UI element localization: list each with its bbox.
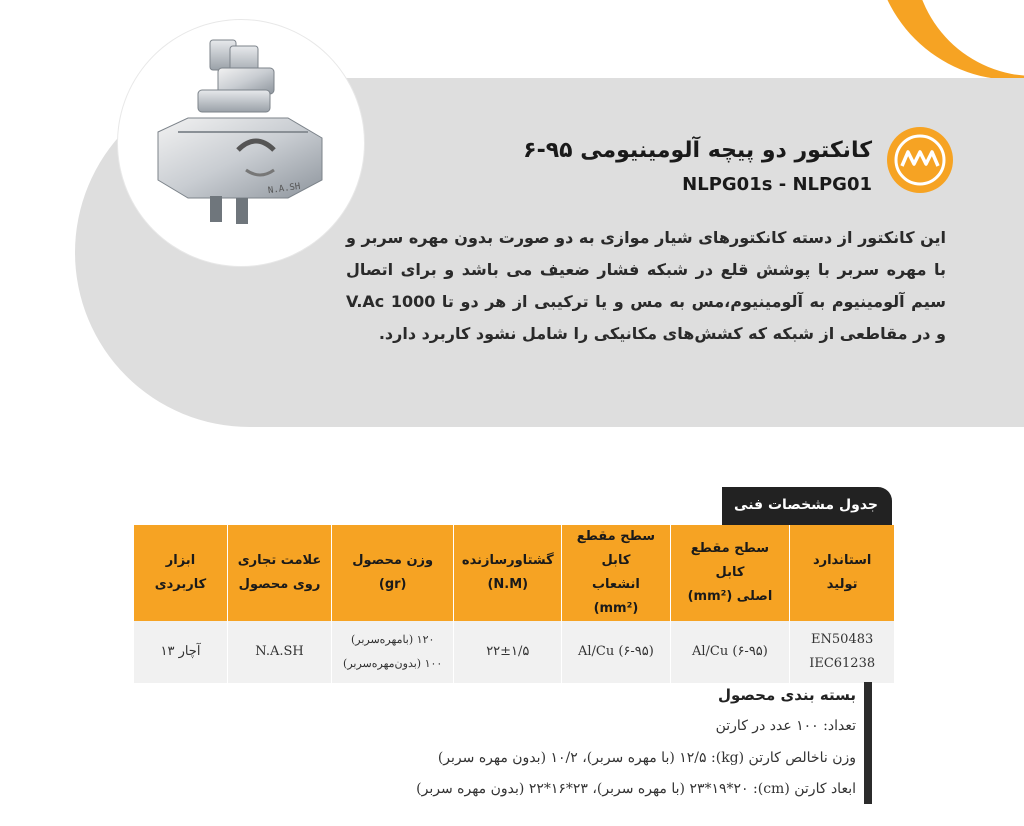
header-standard: استاندارد تولید [790, 525, 894, 621]
packaging-title: بسته بندی محصول [717, 686, 856, 704]
specs-header-row [134, 525, 895, 621]
packaging-count: تعداد: ۱۰۰ عدد در کارتن [715, 718, 856, 734]
cell-trademark: N.A.SH [227, 621, 331, 683]
cell-torque: ۲۲±۱/۵ [454, 621, 562, 683]
cell-tool: آچار ۱۳ [134, 621, 228, 683]
cell-branch-cable: Al/Cu (۶-۹۵) [562, 621, 670, 683]
header-main-cable: سطح مقطع کابل اصلی (mm²) [670, 525, 790, 621]
header-weight: وزن محصول (gr) [332, 525, 454, 621]
header-tool: ابزار کاربردی [134, 525, 228, 621]
cell-standard: EN50483 IEC61238 [790, 621, 894, 683]
specs-data-row [134, 621, 895, 683]
engraving-text: N.A.SH [267, 181, 302, 197]
header-torque: گشتاورسازنده (N.M) [454, 525, 562, 621]
specs-table [133, 525, 894, 683]
header-branch-cable: سطح مقطع کابل انشعاب (mm²) [562, 525, 670, 621]
cell-main-cable: Al/Cu (۶-۹۵) [670, 621, 790, 683]
specs-table-tab: جدول مشخصات فنی [722, 487, 892, 525]
cell-weight: ۱۲۰ (بامهره‌سربر) ۱۰۰ (بدون‌مهره‌سربر) [332, 621, 454, 683]
packaging-weight: وزن ناخالص کارتن (kg): ۱۲/۵ (با مهره سربر)، ۱۰/۲ (بدون مهره سربر) [437, 750, 856, 766]
packaging-accent-bar [864, 682, 872, 804]
connector-illustration [118, 20, 364, 266]
brand-logo-icon [886, 126, 954, 194]
product-model: NLPG01s - NLPG01 [682, 174, 872, 195]
product-photo [118, 20, 364, 266]
product-description: این کانکتور از دسته کانکتورهای شیار موازی به دو صورت بدون مهره سربر و با مهره سربر با پوشش قلع در شبکه فشار ضعیف می باشد و برای اتصال سیم آلومینیوم به آلومینیوم،مس به مس و یا ترکیبی از هر دو تا 1000 V.Ac و در مقاطعی از شبکه که کشش‌های مکانیکی را شامل نشود کاربرد دارد. [346, 228, 946, 343]
packaging-dimensions: ابعاد کارتن (cm): ۲۳*۱۹*۲۰ (با مهره سربر)، ۲۳*۱۶*۲۲ (بدون مهره سربر) [416, 781, 856, 797]
product-title: کانکتور دو پیچه آلومینیومی ۹۵-۶ [523, 138, 872, 163]
header-trademark: علامت تجاری روی محصول [227, 525, 331, 621]
